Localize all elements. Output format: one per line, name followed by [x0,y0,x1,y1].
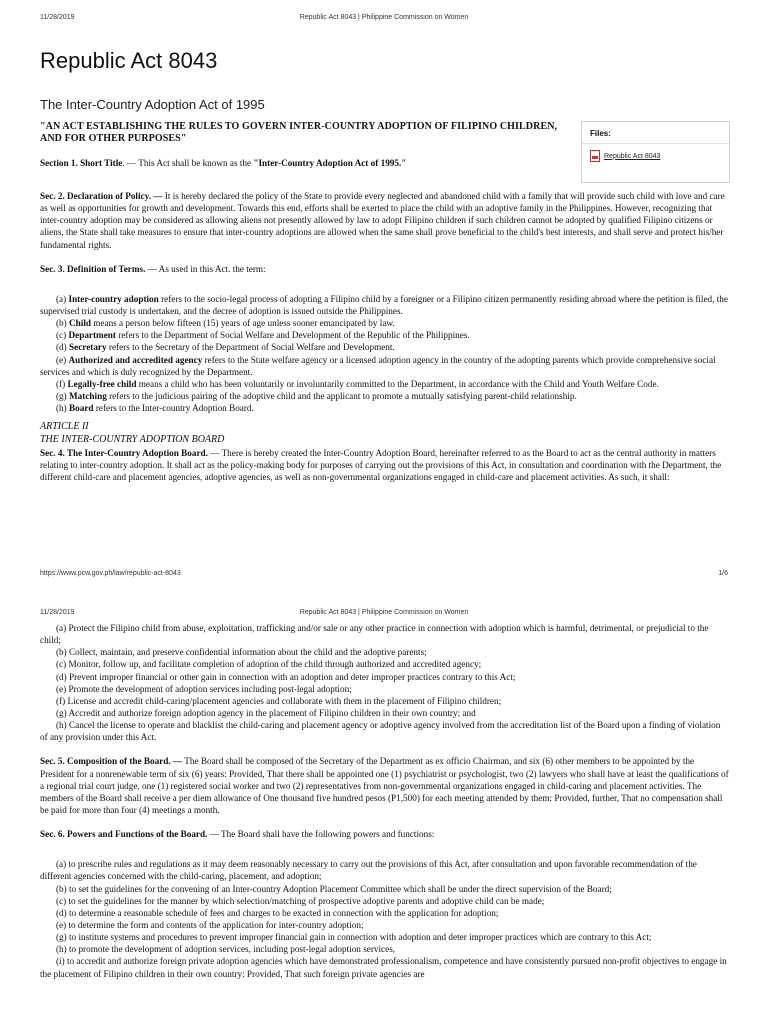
print-date: 11/28/2019 [40,609,75,616]
section-6 [40,828,730,840]
section-6-heading: Sec. 6. Powers and Functions of the Board. [40,829,208,840]
section-1 [40,157,560,169]
print-page-title: Republic Act 8043 | Philippine Commission on Women [299,14,469,21]
power-item: (c) to set the guidelines for the manner by which selection/matching of prospective adoptive parents and adoptive child can be made; [56,895,545,906]
print-page-number: 1/6 [718,570,728,577]
page2-body [40,622,730,980]
board-powers-list [40,858,730,979]
power-item: (g) to institute systems and procedures to prevent improper financial gain in connection with adoption and deter improper practices which are contrary to this Act; [56,932,652,943]
files-heading: Files: [582,122,729,144]
section-1-heading: Section 1. Short Title [40,158,123,168]
section-5 [40,755,730,816]
duty-item: (a) Protect the Filipino child from abuse, exploitation, trafficking and/or sale or any other practice in connection with adoption which is harmful, detrimental, or prejudicial to the child; [40,623,709,646]
board-duties-list [40,622,730,743]
section-2-heading: Sec. 2. Declaration of Policy. — [40,191,163,201]
page-subtitle: The Inter-Country Adoption Act of 1995 [40,97,265,112]
section-4 [40,447,730,483]
section-3-text: — As used in this Act. the term: [145,263,266,274]
section-2 [40,190,730,251]
duty-item: (f) License and accredit child-caring/placement agencies and collaborate with them in the placement of Filipino children; [56,695,502,706]
act-intro [40,121,560,181]
duty-item: (g) Accredit and authorize foreign adoption agency in the placement of Filipino children in their own country; and [56,707,476,718]
power-item: (e) to determine the form and contents of the application for inter-country adoption; [56,919,364,930]
power-item: (i) to accredit and authorize foreign private adoption agencies which have demonstrated professionalism, competence and have consistently pursued non-profit objectives to engage in the placement of Filipino children in their own country: Provided, That such foreign private agencies are [40,956,727,979]
section-4-text: — There is hereby created the Inter-Country Adoption Board, hereinafter referred to as the Board to act as the central authority in matters relating to inter-country adoption. It shall act as the policy-making body for purposes of carrying out the provisions of this Act, in consultation and coordination with the Department, the different child-care and placement agencies, adoptive agencies, as well as non-governmental organizations engaged in child-care and placement activities. As such, it shall: [40,447,722,482]
section-5-heading: Sec. 5. Composition of the Board. — [40,756,183,767]
definitions-list [40,293,730,414]
section-1-text: . — This Act shall be known as the [122,158,254,168]
power-item: (h) to promote the development of adoption services, including post-legal adoption services, [56,944,396,955]
definition-item: (a) Inter-country adoption refers to the socio-legal process of adopting a Filipino child by a foreigner or a Filipino citizen permanently residing abroad where the petition is filed, the supervised trial custody is undertaken, and the decree of adoption is issued outside the Philippines. [40,293,728,316]
section-4-heading: Sec. 4. The Inter-Country Adoption Board. [40,447,208,458]
page-title: Republic Act 8043 [40,48,218,73]
section-1-short-title: "Inter-Country Adoption Act of 1995." [253,158,407,168]
definition-item: (h) Board refers to the Inter-country Adoption Board. [56,403,254,414]
pdf-file-icon [590,150,600,162]
files-panel [581,121,730,183]
duty-item: (e) Promote the development of adoption services including post-legal adoption; [56,683,352,694]
file-entry[interactable] [582,144,729,168]
section-3-heading: Sec. 3. Definition of Terms. [40,263,146,274]
definition-item: (d) Secretary refers to the Secretary of the Department of Social Welfare and Development. [56,342,395,353]
print-page-title: Republic Act 8043 | Philippine Commission on Women [299,609,469,616]
section-6-text: — The Board shall have the following powers and functions: [207,829,435,840]
definition-item: (e) Authorized and accredited agency refers to the State welfare agency or a licensed adoption agency in the country of the adopting parents which provide comprehensive social services and which is duly recognized by the Department. [40,354,716,377]
duty-item: (b) Collect, maintain, and preserve confidential information about the child and the adoptive parents; [56,647,427,658]
definition-item: (c) Department refers to the Department of Social Welfare and Development of the Republic of the Philippines. [56,330,470,341]
print-url: https://www.pcw.gov.ph/law/republic-act-8043 [40,570,181,577]
definition-item: (b) Child means a person below fifteen (15) years of age unless sooner emancipated by law. [56,318,395,329]
definition-item: (g) Matching refers to the judicious pairing of the adoptive child and the applicant to promote a mutually satisfying parent-child relationship. [56,390,577,401]
power-item: (d) to determine a reasonable schedule of fees and charges to be exacted in connection with the application for adoption; [56,907,499,918]
duty-item: (d) Prevent improper financial or other gain in connection with an adoption and deter improper practices contrary to this Act; [56,671,516,682]
power-item: (b) to set the guidelines for the convening of an Inter-country Adoption Placement Committee which shall be under the direct supervision of the Board; [56,883,612,894]
section-5-text: The Board shall be composed of the Secretary of the Department as ex officio Chairman, and six (6) other members to be appointed by the President for a nonrenewable term of six (6) years: Provided, That there shall be appointed one (1) psychiatrist or psychologist, two (2) lawyers who shall have at least the qualifications of a regional trial court judge, one (1) registered social worker and two (2) representatives from non-governmental organizations engaged in child-caring and placement activities. The members of the Board shall receive a per diem allowance of One thousand five hundred pesos (P1,500) for each meeting attended by them: Provided, further, That no compensation shall be paid for more than four (4) meetings a month. [40,756,729,815]
act-long-title: "AN ACT ESTABLISHING THE RULES TO GOVERN INTER-COUNTRY ADOPTION OF FILIPINO CHILDREN, AND FOR OTHER PURPOSES" [40,121,558,144]
duty-item: (c) Monitor, follow up, and facilitate completion of adoption of the child through authorized and accredited agency; [56,659,482,670]
section-2-text: It is hereby declared the policy of the State to provide every neglected and abandoned child with a family that will provide such child with love and care as well as opportunities for growth and development. Towards this end, efforts shall be exerted to place the child with an adoptive family in the Philippines. However, recognizing that inter-country adoption may be considered as allowing aliens not presently allowed by law to adopt Filipino children if such children cannot be adopted by qualified Filipino citizens or aliens, the State shall take measures to ensure that inter-country adoptions are allowed when the same shall prove beneficial to the child's best interests, and shall serve and protect his/her fundamental rights. [40,191,725,250]
article-name: THE INTER-COUNTRY ADOPTION BOARD [40,434,225,446]
definition-item: (f) Legally-free child means a child who has been voluntarily or involuntarily committed to the Department, in accordance with the Child and Youth Welfare Code. [56,378,659,389]
print-date: 11/28/2019 [40,14,75,21]
duty-item: (h) Cancel the license to operate and blacklist the child-caring and placement agency or adoptive agency involved from the accreditation list of the Board upon a finding of violation of any provision under this Act. [40,720,721,743]
page1-body [40,190,730,483]
power-item: (a) to prescribe rules and regulations as it may deem reasonably necessary to carry out the provisions of this Act, after consultation and upon favorable recommendation of the different agencies concerned with the child-caring, placement, and adoption; [40,859,697,882]
article-number: ARTICLE II [40,421,89,433]
section-3 [40,263,730,275]
file-download-link[interactable]: Republic Act 8043 [604,152,661,160]
